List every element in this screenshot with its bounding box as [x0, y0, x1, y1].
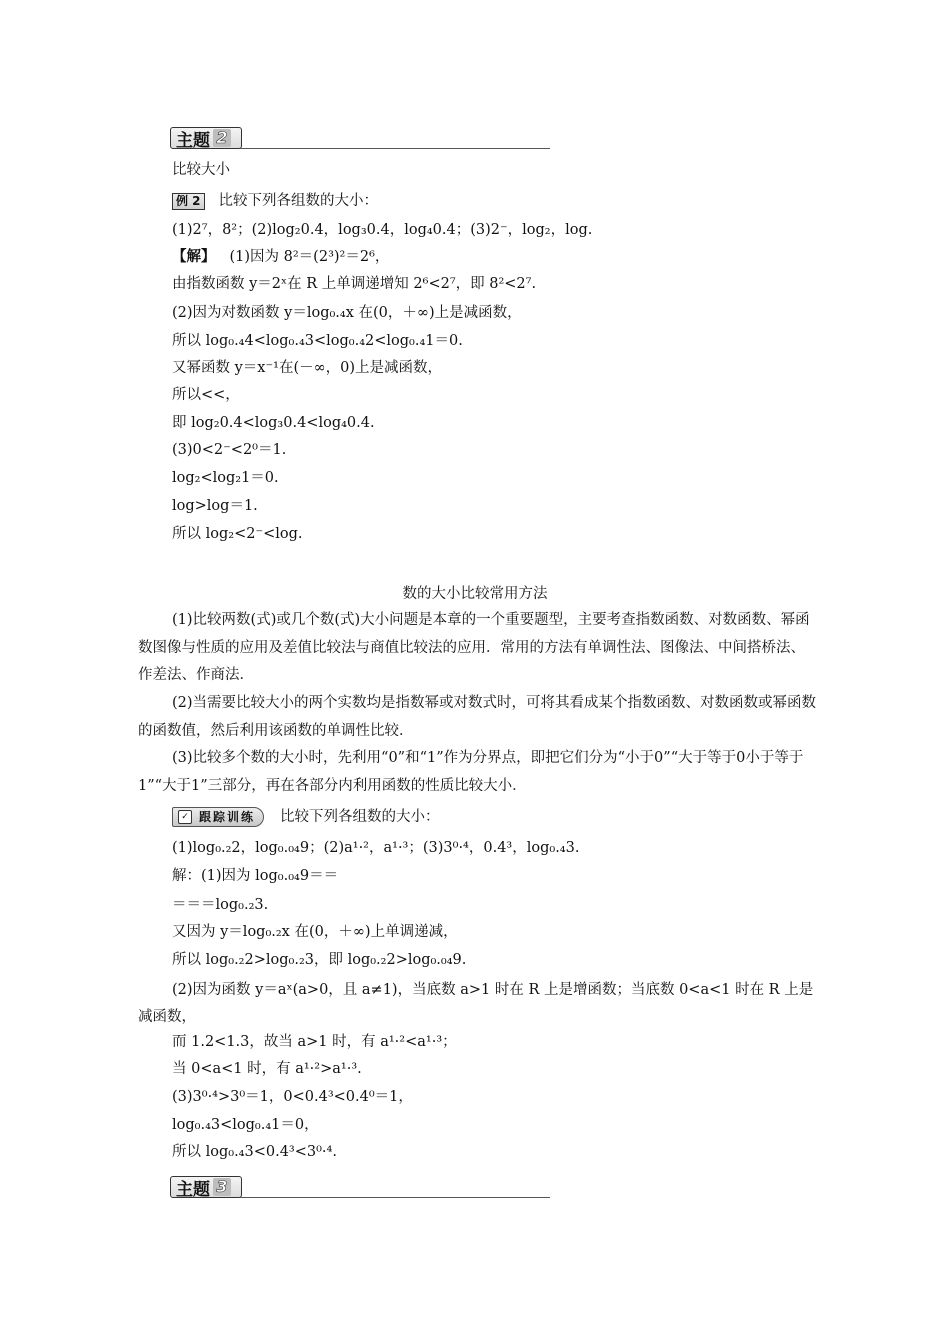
- solution-line-4: 所以 log₀.₄4<log₀.₄3<log₀.₄2<log₀.₄1＝0.: [172, 333, 463, 349]
- practice-tag: ✓ 跟踪训练: [172, 807, 264, 827]
- topic-2-badge: 主题 2: [170, 127, 242, 149]
- solution-line-5: 又幂函数 y＝x⁻¹在(－∞，0)上是减函数，: [172, 360, 443, 376]
- practice-line-1: 解：(1)因为 log₀.₀₄9＝＝: [172, 868, 339, 884]
- practice-line-4: 所以 log₀.₂2>log₀.₂3，即 log₀.₂2>log₀.₀₄9.: [172, 952, 467, 968]
- check-icon: ✓: [178, 810, 192, 824]
- practice-line-5: (2)因为函数 y＝aˣ(a>0，且 a≠1)，当底数 a>1 时在 R 上是增函数；当底数 0<a<1 时在 R 上是减函数，: [138, 982, 814, 1025]
- practice-line-7: 当 0<a<1 时，有 a¹·²>a¹·³.: [172, 1061, 362, 1077]
- example-question: (1)2⁷，8²；(2)log₂0.4，log₃0.4，log₄0.4；(3)2⁻，log₂，log.: [172, 222, 593, 238]
- section-title: 比较大小: [172, 162, 230, 178]
- practice-prompt: 比较下列各组数的大小：: [280, 809, 440, 825]
- solution-line-3: (2)因为对数函数 y＝log₀.₄x 在(0，＋∞)上是减函数，: [172, 305, 522, 321]
- methods-paragraph-1: (1)比较两数(式)或几个数(式)大小问题是本章的一个重要题型，主要考查指数函数、对数函数、幂函数图像与性质的应用及差值比较法与商值比较法的应用．常用的方法有单调性法、图像法、中间搭桥法、作差法、作商法．: [138, 612, 810, 683]
- example-tag: 例 2: [172, 193, 205, 210]
- solution-line-2: 由指数函数 y＝2ˣ在 R 上单调递增知 2⁶<2⁷，即 8²<2⁷.: [172, 276, 537, 292]
- solution-line-7: 即 log₂0.4<log₃0.4<log₄0.4.: [172, 415, 375, 431]
- solution-label: 【解】: [172, 248, 216, 265]
- practice-heading: [172, 807, 440, 827]
- topic-3-badge: 主题 3: [170, 1176, 242, 1198]
- practice-line-3: 又因为 y＝log₀.₂x 在(0，＋∞)上单调递减，: [172, 924, 458, 940]
- solution-line-9: log₂<log₂1＝0.: [172, 470, 279, 486]
- practice-line-6: 而 1.2<1.3，故当 a>1 时，有 a¹·²<a¹·³；: [172, 1034, 457, 1050]
- solution-line-11: 所以 log₂<2⁻<log.: [172, 526, 303, 542]
- practice-line-8: (3)3⁰·⁴>3⁰＝1，0<0.4³<0.4⁰＝1，: [172, 1089, 413, 1105]
- solution-line-8: (3)0<2⁻<2⁰＝1.: [172, 442, 287, 458]
- solution-line-6: 所以<<，: [172, 387, 240, 403]
- topic-3-number: 3: [213, 1178, 231, 1196]
- methods-title: 数的大小比较常用方法: [402, 586, 548, 602]
- topic-2-header: [170, 127, 550, 151]
- example-prompt: 比较下列各组数的大小：: [218, 193, 379, 209]
- practice-line-9: log₀.₄3<log₀.₄1＝0，: [172, 1117, 319, 1133]
- topic-2-number: 2: [213, 129, 231, 147]
- solution-line-10: log>log＝1.: [172, 498, 258, 514]
- topic-3-header: [170, 1176, 550, 1200]
- topic-2-rule: [240, 148, 550, 149]
- practice-line-2: ＝＝＝log₀.₂3.: [172, 897, 269, 913]
- methods-paragraph-3: (3)比较多个数的大小时，先利用“0”和“1”作为分界点，即把它们分为“小于0”“大于等于0小于等于1”“大于1”三部分，再在各部分内利用函数的性质比较大小．: [138, 750, 804, 794]
- example-2-heading: [172, 191, 378, 211]
- practice-line-10: 所以 log₀.₄3<0.4³<3⁰·⁴.: [172, 1144, 337, 1160]
- methods-paragraph-2: (2)当需要比较大小的两个实数均是指数幂或对数式时，可将其看成某个指数函数、对数函数或幂函数的函数值，然后利用该函数的单调性比较．: [138, 695, 817, 739]
- solution-line-1: 【解】 (1)因为 8²＝(2³)²＝2⁶，: [172, 248, 390, 265]
- practice-question: (1)log₀.₂2，log₀.₀₄9；(2)a¹·²，a¹·³；(3)3⁰·⁴，0.4³，log₀.₄3.: [172, 840, 580, 856]
- topic-3-rule: [240, 1197, 550, 1198]
